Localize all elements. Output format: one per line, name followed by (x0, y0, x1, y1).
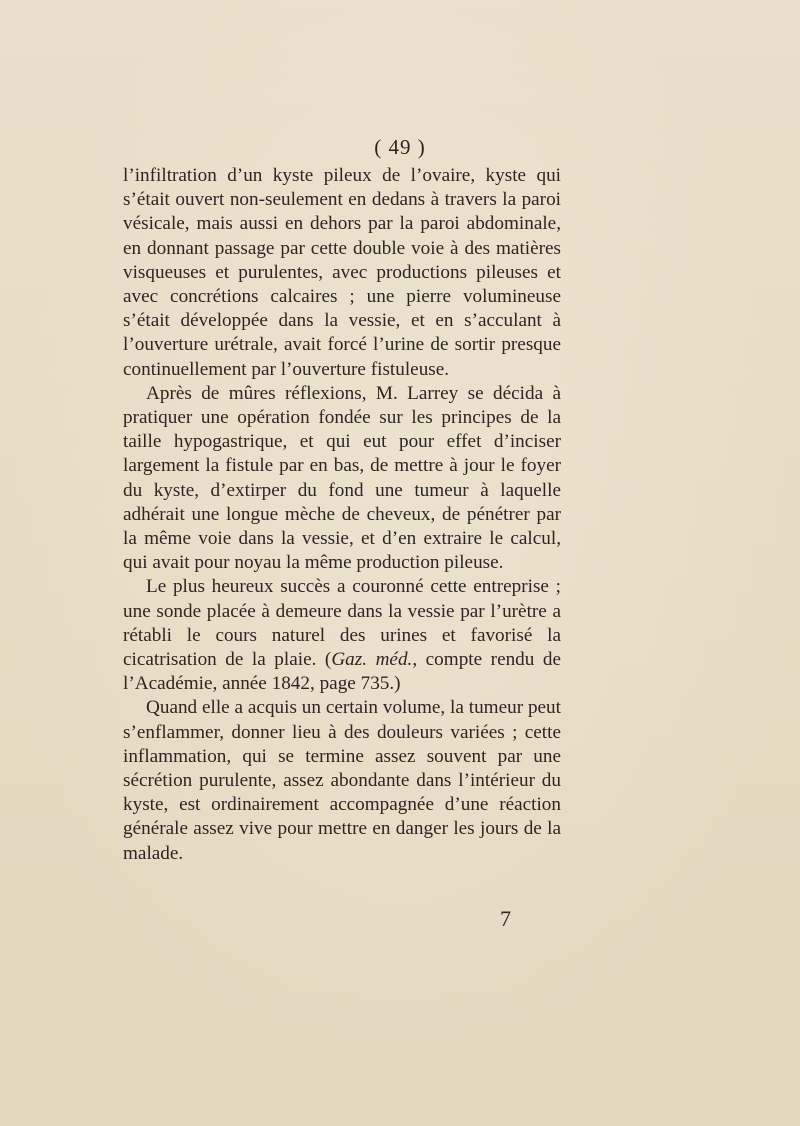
body-text (123, 164, 561, 866)
paragraph-4 (123, 696, 561, 865)
paragraph-4-text: Quand elle a acquis un certain volume, la tumeur peut s’enflammer, donner lieu à des douleurs variées ; cette inflammation, qui se termine assez souvent par une sécrétion purulente, assez abondante dans l’intérieur du kyste, est ordinairement accompagnée d’une réaction générale assez vive pour mettre en danger les jours de la malade. (123, 697, 561, 864)
paragraph-3-text-end: , compte rendu de l’Académie, année 1842, page 735.) (123, 649, 562, 695)
signature-mark: 7 (500, 906, 511, 931)
paragraph-3-text: Le plus heureux succès a couronné cette entreprise ; une sonde placée à demeure dans la vessie par l’urètre a rétabli le cours naturel des urines et favorisé la cicatrisation de la plaie. ( (123, 576, 561, 671)
paragraph-3-citation: Gaz. méd. (331, 649, 413, 671)
paragraph-2-text: Après de mûres réflexions, M. Larrey se décida à pratiquer une opération fondée sur les principes de la taille hypogastrique, et qui eut pour effet d’inciser largement la fistule par en bas, de mettre à jour le foyer du kyste, d’extirper du fond une tumeur à laquelle adhérait une longue mèche de cheveux, de pénétrer par la même voie dans la vessie, et d’en extraire le calcul, qui avait pour noyau la même production pileuse. (123, 382, 561, 574)
page-number-header: ( 49 ) (374, 135, 426, 159)
paragraph-1-text: l’infiltration d’un kyste pileux de l’ovaire, kyste qui s’était ouvert non-seulement en dedans à travers la paroi vésicale, mais aussi en dehors par la paroi abdominale, en donnant passage par cette double voie à des matières visqueuses et purulentes, avec productions pileuses et avec concrétions calcaires ; une pierre volumineuse s’était développée dans la vessie, et en s’acculant à l’ouverture urétrale, avait forcé l’urine de sortir presque continuellement par l’ouverture fistuleuse. (123, 165, 561, 380)
paragraph-1 (123, 164, 561, 382)
paragraph-3 (123, 575, 561, 696)
paragraph-2 (123, 382, 561, 576)
